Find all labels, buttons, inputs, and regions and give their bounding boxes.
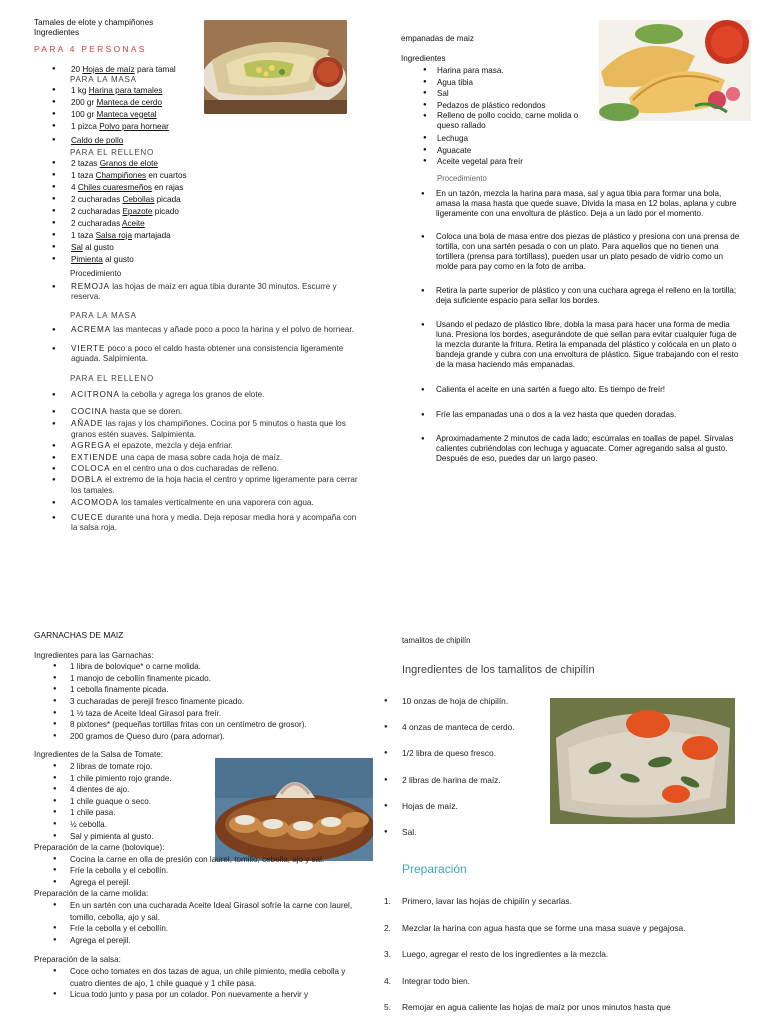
subheading-relleno: PARA EL RELLENO [70, 148, 155, 158]
ingredients-list [34, 661, 374, 742]
ingredients-list [400, 65, 600, 168]
ingredient-item: ● ½ cebolla. [70, 819, 374, 831]
ingredient-item: ● 1 chile pasa. [70, 807, 374, 819]
subheading-masa: PARA LA MASA [70, 74, 137, 84]
ingredient-item [71, 135, 364, 147]
prep-molida-list [34, 900, 366, 946]
garnachas-recipe [34, 630, 374, 1024]
step-item: 5. Remojar en agua caliente las hojas de maíz por unos minutos hasta que [384, 1002, 671, 1012]
ingredient-link[interactable]: Manteca de cerdo [96, 97, 163, 107]
prep-salsa-heading: Preparación de la salsa: [34, 955, 121, 965]
salsa-list [34, 761, 374, 842]
ingredient-item: ● 4 onzas de manteca de cerdo. [384, 721, 554, 747]
ingredients-list [384, 695, 554, 852]
step-item: 4. Integrar todo bien. [384, 975, 470, 986]
step-item: ● Coloca una bola de masa entre dos piezas de plástico y presiona con una prensa de tortilla, con una sartén pesada o con un plato. Para aquellos que no tienen una tortillera (prensa para tortillass), pueden usar un plato pesado de vidrio como un molde para pay como en la foto de arriba. [400, 232, 745, 272]
ingredient-link[interactable]: Hojas de maíz [82, 64, 135, 74]
ingredient-item: ● Agua tibia [400, 77, 600, 89]
ingredient-link[interactable]: Cebollas [122, 195, 155, 205]
prep-bolovique-list [34, 854, 360, 889]
prep-salsa-list [34, 966, 370, 1001]
preparation-heading: Preparación [402, 862, 467, 876]
ingredient-item: ● 2 libras de harina de maíz. [384, 774, 554, 800]
procedure-heading: Procedimiento [70, 268, 122, 278]
chipilin-recipe [384, 636, 768, 1024]
ingredient-item: ● 1 kg Harina para tamales [71, 85, 364, 97]
ingredient-item: ● 2 cucharadas Epazote picado [71, 206, 364, 218]
recipe-title: GARNACHAS DE MAIZ [34, 630, 124, 640]
step-item: ● AGREGA el epazote, mezcla y deja enfriar. [71, 441, 364, 451]
ingredient-item: ● 200 gr Manteca de cerdo [71, 97, 364, 109]
ingredient-item: ● 1 taza Champiñones en cuartos [71, 170, 364, 182]
ingredient-item: ● 1/2 libra de queso fresco. [384, 747, 554, 773]
ingredient-item: ● Lechuga [400, 133, 600, 145]
procedure-heading: Procedimiento [437, 174, 487, 183]
ingredient-item: ● 2 libras de tomate rojo. [70, 761, 374, 773]
ingredients-heading: Ingredientes [401, 54, 446, 63]
ingredients-list-c [34, 135, 364, 147]
ingredient-link[interactable]: Aceite [121, 218, 145, 228]
preparation-steps [384, 894, 744, 1024]
step-item: ● ACOMODA los tamales verticalmente en una vaporera con agua. [71, 498, 364, 508]
ingredient-item: ● 4 dientes de ajo. [70, 784, 374, 796]
ingredient-item: ● 2 cucharadas Aceite [71, 218, 364, 230]
step-item: ● COLOCA en el centro una o dos cucharadas de relleno. [71, 464, 364, 474]
steps-acitrona [34, 390, 364, 400]
ingredient-item: ● 2 cucharadas Cebollas picada [71, 194, 364, 206]
step-item: 1. Primero, lavar las hojas de chipilín y secarlas. [384, 896, 572, 906]
step-item: ● DOBLA el extremo de la hoja hacia el centro y oprime ligeramente para cerrar los tamales. [71, 475, 364, 496]
empanadas-recipe [400, 18, 760, 538]
step-item: ● Cocina la carne en olla de presión con laurel, tomillo, cebolla, ajo y sal. [70, 854, 360, 866]
ingredients-heading: Ingredientes para las Garnachas: [34, 650, 154, 660]
step-item: ● Usando el pedazo de plástico libre, dobla la masa para hacer una forma de media luna. Presiona los bordes, asegurándote de que sellan para evitar cualquier fuga de la mezcla durante la fritura. Retira la empanada del plástico y colócala en un plato o bandeja grande y cubra con una envoltura de plástico. Sigue trabajando con el resto de la masa haciendo más empanadas. [400, 320, 745, 370]
subheading-relleno-2: PARA EL RELLENO [70, 373, 155, 383]
ingredient-link[interactable]: Champiñones [95, 171, 147, 181]
ingredient-link[interactable]: Pimienta [71, 254, 103, 264]
ingredient-item: ● Sal [400, 88, 600, 100]
ingredient-link[interactable]: Polvo para hornear [99, 121, 169, 131]
step-item: ● Agrega el perejil. [70, 877, 360, 889]
step-item: ● ACREMA las mantecas y añade poco a poco la harina y el polvo de hornear. [71, 325, 364, 335]
step-item: ● Coce ocho tomates en dos tazas de agua, un chile pimiento, media cebolla y cuatro dientes de ajo, 1 chile guaque y 1 chile pasa. [70, 966, 370, 989]
chipilin-tamales-photo [550, 698, 735, 824]
ingredient-link[interactable]: Epazote [122, 206, 153, 216]
ingredient-item: ● Harina para masa. [400, 65, 600, 77]
step-item: ● Fríe las empanadas una o dos a la vez hasta que queden doradas. [400, 410, 745, 420]
step-item: ● CUECE durante una hora y media. Deja reposar media hora y acompaña con la salsa roja. [71, 513, 364, 534]
steps-remoja [34, 282, 364, 303]
step-item: 3. Luego, agregar el resto de los ingredientes a la mezcla. [384, 949, 609, 959]
ingredient-item: ● 1 libra de bolovique* o carne molida. [70, 661, 374, 673]
salsa-heading: Ingredientes de la Salsa de Tomate: [34, 750, 163, 760]
step-item: ● En un tazón, mezcla la harina para masa, sal y agua tibia para formar una bola, amasa la masa hasta que quede suave. Divida la masa en 12 bolas, aplana y cubre ligeramente con una envoltura de plástico. Deja a un lado por el momento. [400, 189, 745, 219]
ingredients-list-b [34, 85, 364, 133]
recipe-title: tamalitos de chipilín [402, 636, 471, 645]
ingredient-item: ● 3 cucharadas de perejil fresco finamente picado. [70, 696, 374, 708]
ingredient-item: ● Sal y pimienta al gusto. [70, 831, 374, 843]
step-item: ● VIERTE poco a poco el caldo hasta obtener una consistencia ligeramente aguada. Salpimienta. [71, 344, 364, 365]
ingredient-item: ● 1 cebolla finamente picada. [70, 684, 374, 696]
ingredient-item: ● 1 chile guaque o seco. [70, 796, 374, 808]
recipe-title: Tamales de elote y champiñones [34, 18, 154, 27]
empanadas-photo [599, 20, 751, 121]
step-item: 2. Mezclar la harina con agua hasta que se forme una masa suave y pegajosa. [384, 922, 686, 933]
ingredients-heading: Ingredientes de los tamalitos de chipilín [402, 664, 595, 676]
step-item: ● ACITRONA la cebolla y agrega los granos de elote. [71, 390, 364, 400]
ingredient-item: ● Pedazos de plástico redondos [400, 100, 600, 112]
ingredient-item: ● 2 tazas Granos de elote [71, 158, 364, 170]
ingredient-link[interactable]: Sal [71, 242, 83, 252]
step-item: ● Retira la parte superior de plástico y con una cuchara agrega el relleno en la tortilla; deja suficiente espacio para sellar los bordes. [400, 286, 745, 306]
step-item: ● Calienta el aceite en una sartén a fuego alto. Es tiempo de freír! [400, 385, 745, 395]
step-item: ● AÑADE las rajas y los champiñones. Cocina por 5 minutos o hasta que los granos estén suaves. Salpimienta. [71, 419, 364, 440]
ingredient-link[interactable]: Granos de elote [99, 159, 158, 169]
ingredient-item: ● 4 Chiles cuaresmeños en rajas [71, 182, 364, 194]
tamales-elote-recipe [34, 18, 364, 578]
step-item: ● Fríe la cebolla y el cebollín. [70, 923, 366, 935]
steps-relleno [34, 407, 364, 533]
ingredient-item: ● Sal. [384, 826, 554, 852]
ingredient-item: ● 1 ½ taza de Aceite Ideal Girasol para freír. [70, 708, 374, 720]
ingredient-item: ● 20 Hojas de maíz para tamal [71, 64, 364, 76]
ingredients-list-a [34, 64, 364, 76]
ingredients-list-d [34, 158, 364, 265]
prep-bolovique-heading: Preparación de la carne (bolovique): [34, 843, 165, 853]
ingredient-item: ● 100 gr Manteca vegetal [71, 109, 364, 121]
ingredient-link[interactable]: Salsa roja [95, 230, 133, 240]
ingredient-item: ● Hojas de maíz. [384, 800, 554, 826]
step-item: ● En un sartén con una cucharada Aceite Ideal Girasol sofríe la carne con laurel, tomillo, cebolla, ajo y sal. [70, 900, 366, 923]
step-item: ● Fríe la cebolla y el cebollín. [70, 865, 360, 877]
ingredient-item: ● 200 gramos de Queso duro (para adornar). [70, 731, 374, 743]
ingredient-item: ● Relleno de pollo cocido, carne molida o queso rallado [400, 111, 600, 131]
steps-masa [34, 325, 364, 364]
step-item: ● REMOJA las hojas de maíz en agua tibia durante 30 minutos. Escurre y reserva. [71, 282, 364, 303]
prep-molida-heading: Preparación de la carne molida: [34, 889, 149, 899]
ingredient-item: ● 1 chile pimiento rojo grande. [70, 773, 374, 785]
subheading-masa-2: PARA LA MASA [70, 311, 137, 321]
ingredient-item: ● 1 pizca Polvo para hornear [71, 121, 364, 133]
recipe-title: empanadas de maiz [401, 34, 474, 43]
ingredient-item: ● Pimienta al gusto [71, 254, 364, 266]
servings-label: PARA 4 PERSONAS [34, 44, 147, 54]
ingredient-link[interactable]: Caldo de pollo [71, 136, 124, 146]
step-item: ● Agrega el perejil. [70, 935, 366, 947]
ingredient-item: ● 1 manojo de cebollín finamente picado. [70, 673, 374, 685]
step-item: ● Aproximadamente 2 minutos de cada lado; escúrralas en toallas de papel. Sírvalas calientes cubriéndolas con lechuga y aguacate. Comer agregando salsa al gusto. Después de eso, puedes dar un largo paseo. [400, 434, 745, 464]
ingredient-link[interactable]: Chiles cuaresmeños [77, 183, 153, 193]
ingredient-item: ● 8 pixtones* (pequeñas tortillas fritas con un centímetro de grosor). [70, 719, 374, 731]
ingredient-item: ● 1 taza Salsa roja martajada [71, 230, 364, 242]
step-item: ● COCINA hasta que se doren. [71, 407, 364, 417]
ingredient-link[interactable]: Manteca vegetal [96, 109, 157, 119]
step-item: ● Licua todo junto y pasa por un colador. Pon nuevamente a hervir y [70, 989, 370, 1001]
step-item: ● EXTIENDE una capa de masa sobre cada hoja de maíz. [71, 453, 364, 463]
ingredient-item: ● 10 onzas de hoja de chipilín. [384, 695, 554, 721]
ingredient-item: ● Aguacate [400, 145, 600, 157]
ingredient-link[interactable]: Harina para tamales [88, 85, 163, 95]
ingredient-item: ● Aceite vegetal para freír [400, 156, 600, 168]
ingredients-heading: Ingredientes [34, 28, 80, 37]
procedure-steps [400, 189, 745, 478]
ingredient-item: ● Sal al gusto [71, 242, 364, 254]
